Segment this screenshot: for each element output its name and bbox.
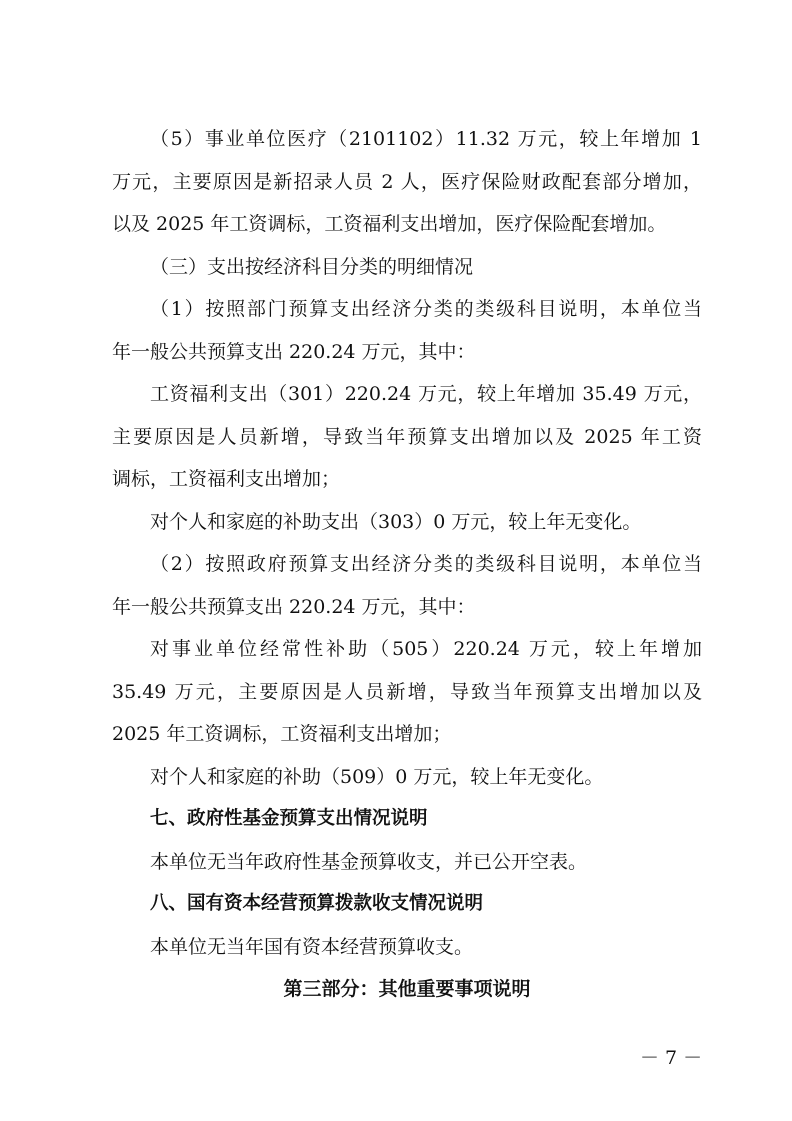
page-number: － 7 －: [640, 1047, 703, 1069]
section-heading-eight: 八、国有资本经营预算拨款收支情况说明: [150, 893, 484, 914]
paragraph-line: 年一般公共预算支出 220.24 万元，其中：: [112, 340, 476, 363]
document-body: [112, 118, 702, 1011]
paragraph-line: 对事业单位经常性补助（505）220.24 万元，较上年增加: [150, 638, 702, 660]
paragraph-line: 万元，主要原因是新招录人员 2 人，医疗保险财政配套部分增加，: [112, 170, 702, 193]
paragraph-line: 本单位无当年国有资本经营预算收支。: [150, 935, 474, 958]
paragraph-line: （5）事业单位医疗（2101102）11.32 万元，较上年增加 1: [150, 128, 702, 150]
paragraph-line: 35.49 万元，主要原因是人员新增，导致当年预算支出增加以及: [112, 680, 702, 703]
paragraph-line: （2）按照政府预算支出经济分类的类级科目说明，本单位当: [150, 553, 702, 575]
paragraph-line: （1）按照部门预算支出经济分类的类级科目说明，本单位当: [150, 298, 702, 320]
paragraph-line: 对个人和家庭的补助支出（303）0 万元，较上年无变化。: [150, 510, 642, 533]
paragraph-line: 本单位无当年政府性基金预算收支，并已公开空表。: [150, 850, 588, 873]
paragraph-line: 调标，工资福利支出增加；: [112, 468, 341, 490]
subsection-heading: （三）支出按经济科目分类的明细情况: [150, 255, 474, 278]
paragraph-line: 主要原因是人员新增，导致当年预算支出增加以及 2025 年工资: [112, 425, 702, 448]
paragraph-line: 2025 年工资调标，工资福利支出增加；: [112, 723, 452, 745]
paragraph-line: 以及 2025 年工资调标，工资福利支出增加，医疗保险配套增加。: [112, 213, 667, 235]
part-three-title: 第三部分：其他重要事项说明: [283, 978, 531, 1000]
section-heading-seven: 七、政府性基金预算支出情况说明: [150, 808, 428, 829]
paragraph-line: 工资福利支出（301）220.24 万元，较上年增加 35.49 万元，: [150, 383, 702, 405]
paragraph-line: 对个人和家庭的补助（509）0 万元，较上年无变化。: [150, 765, 604, 788]
paragraph-line: 年一般公共预算支出 220.24 万元，其中：: [112, 595, 476, 618]
